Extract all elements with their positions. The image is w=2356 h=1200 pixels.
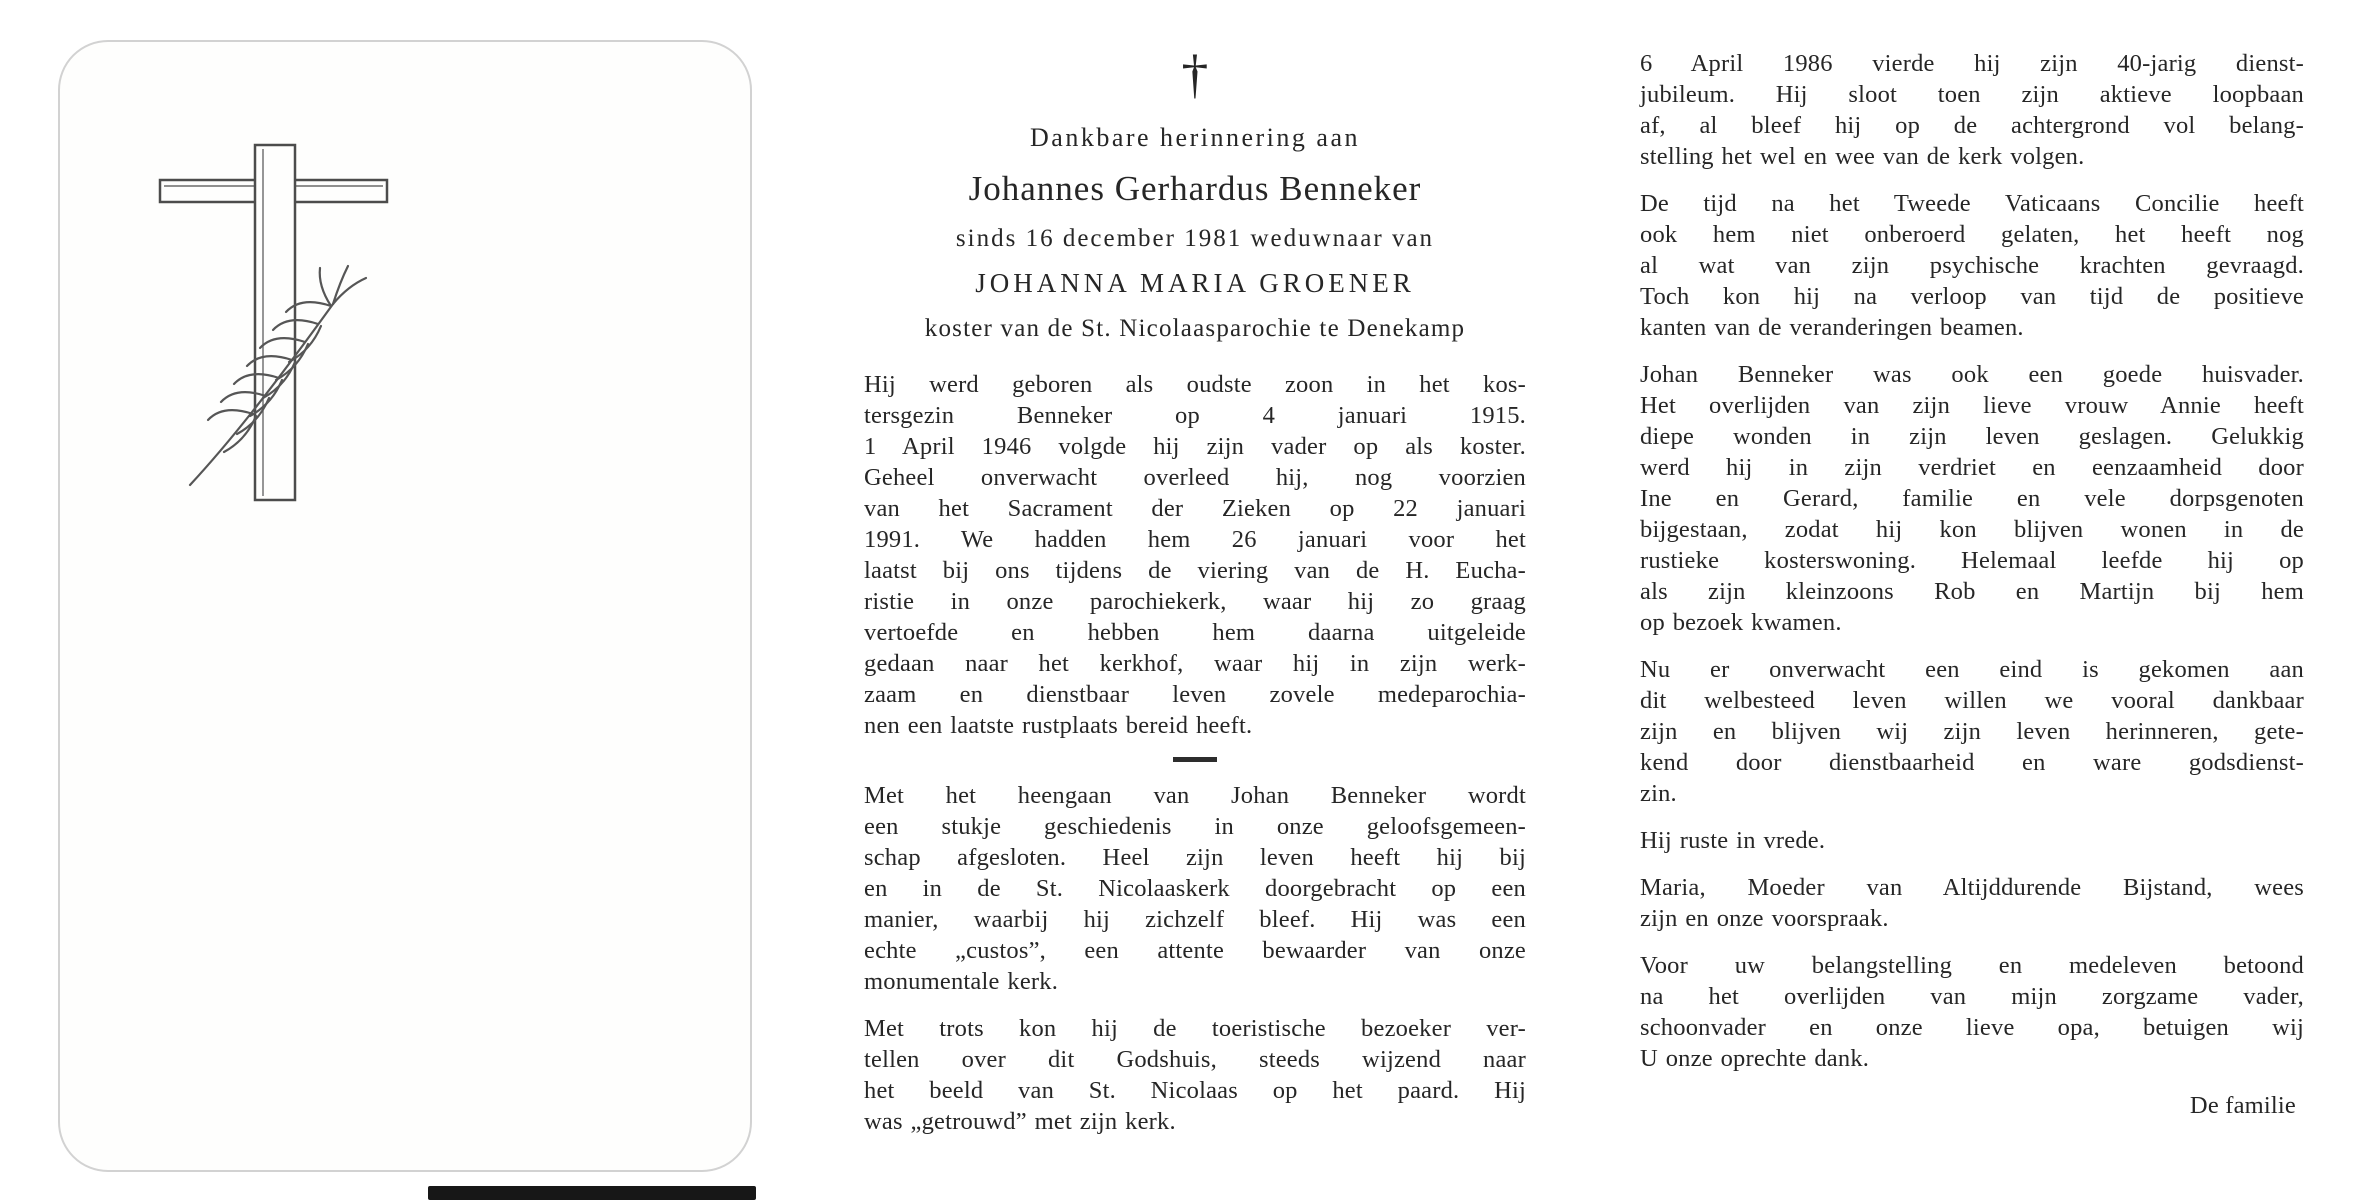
text-line: kanten van de veranderingen beamen. bbox=[1640, 314, 2024, 341]
role-line: koster van de St. Nicolaasparochie te Denekamp bbox=[924, 315, 1466, 342]
memorial-card-front bbox=[58, 40, 752, 1172]
text-line: Maria, Moeder van Altijddurende Bijstand, wees bbox=[1640, 874, 2304, 901]
text-line: Nu er onverwacht een eind is gekomen aan bbox=[1640, 656, 2304, 683]
text-line: Ine en Gerard, familie en vele dorpsgenoten bbox=[1640, 485, 2304, 512]
text-line: Geheel onverwacht overleed hij, nog voorzien bbox=[864, 464, 1526, 491]
text-line: zijn en blijven wij zijn leven herinneren, gete- bbox=[1640, 718, 2304, 745]
text-line: na het overlijden van mijn zorgzame vader, bbox=[1640, 983, 2304, 1010]
paragraph bbox=[864, 369, 1526, 741]
text-line: kend door dienstbaarheid en ware godsdienst- bbox=[1640, 749, 2304, 776]
text-line: De tijd na het Tweede Vaticaans Concilie heeft bbox=[1640, 190, 2304, 217]
text-line: al wat van zijn psychische krachten gevraagd. bbox=[1640, 252, 2304, 279]
text-line: een stukje geschiedenis in onze geloofsgemeen- bbox=[864, 813, 1526, 840]
paragraph bbox=[864, 1013, 1526, 1137]
memorial-text-column-2 bbox=[1640, 48, 2304, 1121]
intro-line: Dankbare herinnering aan bbox=[1030, 123, 1360, 152]
text-line: U onze oprechte dank. bbox=[1640, 1045, 1870, 1072]
text-line: 1991. We hadden hem 26 januari voor het bbox=[864, 526, 1526, 553]
paragraph bbox=[1640, 654, 2304, 809]
spouse-name: JOHANNA MARIA GROENER bbox=[975, 268, 1415, 298]
text-line: zin. bbox=[1640, 780, 1677, 807]
text-line: en in de St. Nicolaaskerk doorgebracht op een bbox=[864, 875, 1526, 902]
paragraph bbox=[1640, 872, 2304, 934]
text-line: monumentale kerk. bbox=[864, 968, 1059, 995]
text-line: gedaan naar het kerkhof, waar hij in zijn werk- bbox=[864, 650, 1526, 677]
text-line: ristie in onze parochiekerk, waar hij zo graag bbox=[864, 588, 1526, 615]
text-line: echte „custos”, een attente bewaarder van onze bbox=[864, 937, 1526, 964]
text-line: manier, waarbij hij zichzelf bleef. Hij was een bbox=[864, 906, 1526, 933]
text-line: werd hij in zijn verdriet en eenzaamheid door bbox=[1640, 454, 2304, 481]
text-line: als zijn kleinzoons Rob en Martijn bij hem bbox=[1640, 578, 2304, 605]
text-line: laatst bij ons tijdens de viering van de H. Eucha- bbox=[864, 557, 1526, 584]
paragraph bbox=[1640, 48, 2304, 172]
memorial-text-column-1 bbox=[864, 46, 1526, 1153]
text-line: op bezoek kwamen. bbox=[1640, 609, 1842, 636]
obituary-block bbox=[864, 369, 1526, 741]
text-line: jubileum. Hij sloot toen zijn aktieve loopbaan bbox=[1640, 81, 2304, 108]
paragraph bbox=[1640, 825, 2304, 856]
text-line: Met trots kon hij de toeristische bezoeker ver- bbox=[864, 1015, 1526, 1042]
cross-and-wheat-drawing bbox=[148, 134, 398, 504]
text-line: diepe wonden in zijn leven geslagen. Gelukkig bbox=[1640, 423, 2304, 450]
text-line: schap afgesloten. Heel zijn leven heeft hij bij bbox=[864, 844, 1526, 871]
paragraph bbox=[1640, 950, 2304, 1074]
deceased-name: Johannes Gerhardus Benneker bbox=[968, 169, 1422, 208]
text-line: 6 April 1986 vierde hij zijn 40-jarig dienst- bbox=[1640, 50, 2304, 77]
section-divider bbox=[1173, 757, 1217, 762]
paragraph bbox=[1640, 359, 2304, 638]
signature: De familie bbox=[2189, 1092, 2296, 1119]
text-line: van het Sacrament der Zieken op 22 januari bbox=[864, 495, 1526, 522]
paragraph bbox=[864, 780, 1526, 997]
scan-artifact bbox=[428, 1186, 756, 1200]
text-line: Hij werd geboren als oudste zoon in het kos- bbox=[864, 371, 1526, 398]
eulogy-continuation-block bbox=[1640, 48, 2304, 1074]
text-line: zaam en dienstbaar leven zovele medeparochia- bbox=[864, 681, 1526, 708]
cross-symbol: † bbox=[1181, 44, 1209, 104]
text-line: het beeld van St. Nicolaas op het paard. Hij bbox=[864, 1077, 1526, 1104]
text-line: Toch kon hij na verloop van tijd de positieve bbox=[1640, 283, 2304, 310]
paragraph bbox=[1640, 188, 2304, 343]
text-line: stelling het wel en wee van de kerk volgen. bbox=[1640, 143, 2085, 170]
text-line: nen een laatste rustplaats bereid heeft. bbox=[864, 712, 1253, 739]
text-line: dit welbesteed leven willen we vooral dankbaar bbox=[1640, 687, 2304, 714]
widower-line: sinds 16 december 1981 weduwnaar van bbox=[955, 225, 1435, 252]
text-line: 1 April 1946 volgde hij zijn vader op als koster. bbox=[864, 433, 1526, 460]
text-line: Het overlijden van zijn lieve vrouw Annie heeft bbox=[1640, 392, 2304, 419]
eulogy-block bbox=[864, 780, 1526, 1137]
text-line: Johan Benneker was ook een goede huisvader. bbox=[1640, 361, 2304, 388]
text-line: bijgestaan, zodat hij kon blijven wonen in de bbox=[1640, 516, 2304, 543]
text-line: tersgezin Benneker op 4 januari 1915. bbox=[864, 402, 1526, 429]
text-line: vertoefde en hebben hem daarna uitgeleide bbox=[864, 619, 1526, 646]
text-line: af, al bleef hij op de achtergrond vol belang- bbox=[1640, 112, 2304, 139]
text-line: Hij ruste in vrede. bbox=[1640, 827, 1826, 854]
text-line: tellen over dit Godshuis, steeds wijzend naar bbox=[864, 1046, 1526, 1073]
text-line: schoonvader en onze lieve opa, betuigen wij bbox=[1640, 1014, 2304, 1041]
text-line: zijn en onze voorspraak. bbox=[1640, 905, 1889, 932]
text-line: Met het heengaan van Johan Benneker wordt bbox=[864, 782, 1526, 809]
text-line: ook hem niet onberoerd gelaten, het heeft nog bbox=[1640, 221, 2304, 248]
text-line: rustieke kosterswoning. Helemaal leefde hij op bbox=[1640, 547, 2304, 574]
text-line: was „getrouwd” met zijn kerk. bbox=[864, 1108, 1176, 1135]
text-line: Voor uw belangstelling en medeleven betoond bbox=[1640, 952, 2304, 979]
